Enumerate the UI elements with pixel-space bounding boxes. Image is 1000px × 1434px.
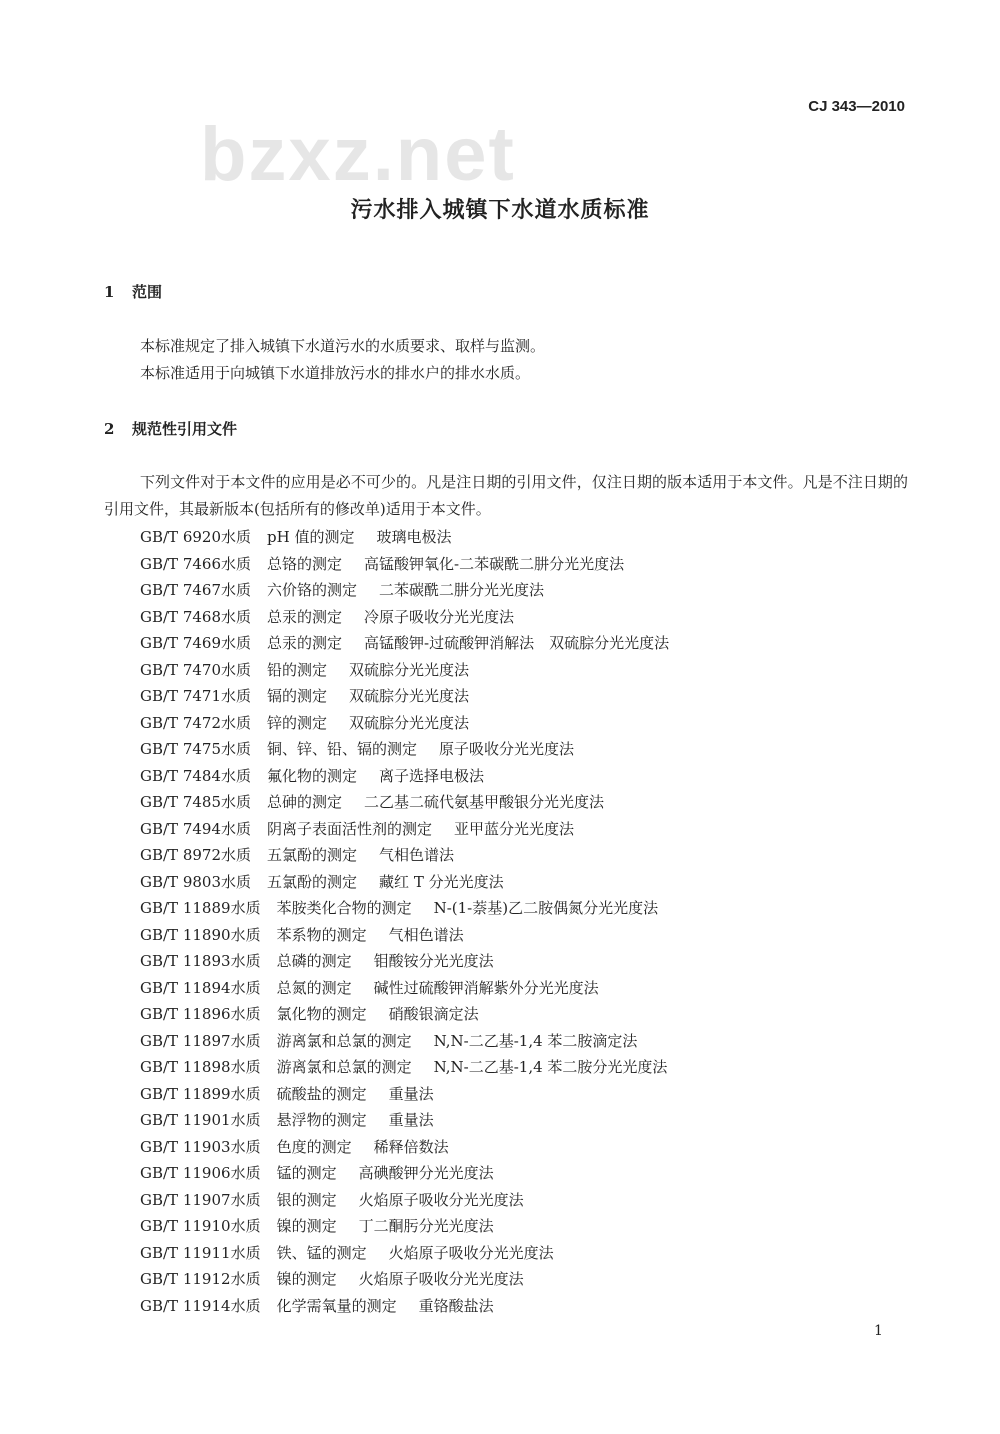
reference-code: GB/T 11901	[140, 1111, 231, 1129]
reference-category: 水质	[221, 793, 252, 811]
section-number: 2	[104, 420, 115, 438]
reference-method: N-(1-萘基)乙二胺偶氮分光光度法	[433, 899, 659, 917]
reference-code: GB/T 11912	[140, 1270, 231, 1288]
section-title: 范围	[132, 283, 163, 301]
reference-item-name: 锌的测定	[267, 713, 328, 732]
reference-category: 水质	[221, 819, 252, 838]
reference-item	[140, 1107, 669, 1134]
reference-category: 水质	[230, 899, 261, 917]
reference-item-name: 铁、锰的测定	[276, 1243, 367, 1262]
reference-item-name: 铜、锌、铅、镉的测定	[267, 740, 418, 758]
reference-item	[140, 1081, 669, 1108]
reference-item	[140, 524, 669, 551]
reference-category: 水质	[230, 1190, 261, 1209]
reference-method: 重量法	[388, 1084, 434, 1103]
reference-method: 丁二酮肟分光光度法	[358, 1217, 494, 1235]
reference-item	[140, 948, 669, 975]
reference-code: GB/T 11906	[140, 1164, 231, 1182]
reference-item	[140, 816, 669, 843]
section-heading-references	[104, 419, 237, 439]
reference-category: 水质	[230, 1243, 261, 1262]
reference-category: 水质	[230, 1217, 261, 1235]
reference-code: GB/T 11893	[140, 952, 231, 970]
reference-category: 水质	[230, 1296, 261, 1315]
reference-item	[140, 869, 669, 896]
reference-item-name: 游离氯和总氯的测定	[276, 1031, 412, 1050]
reference-code: GB/T 11896	[140, 1005, 231, 1023]
standard-code: CJ 343—2010	[808, 98, 905, 115]
reference-item	[140, 551, 669, 578]
reference-code: GB/T 7484	[140, 766, 222, 785]
reference-item	[140, 630, 669, 657]
reference-method: 离子选择电极法	[379, 766, 485, 785]
reference-category: 水质	[230, 952, 261, 970]
reference-category: 水质	[230, 1031, 261, 1050]
reference-category: 水质	[221, 687, 252, 705]
reference-item	[140, 1134, 669, 1161]
reference-category: 水质	[230, 925, 261, 944]
reference-list	[140, 524, 669, 1319]
reference-item	[140, 842, 669, 869]
reference-item-name: 悬浮物的测定	[276, 1111, 367, 1129]
reference-method: 碱性过硫酸钾消解紫外分光光度法	[373, 978, 599, 997]
reference-method: 高锰酸钾氧化-二苯碳酰二肼分光光度法	[364, 554, 625, 573]
reference-category: 水质	[230, 1270, 261, 1288]
reference-code: GB/T 8972	[140, 846, 222, 864]
reference-category: 水质	[221, 766, 252, 785]
reference-item-name: 阴离子表面活性剂的测定	[267, 819, 433, 838]
document-title: 污水排入城镇下水道水质标准	[350, 197, 650, 223]
reference-item	[140, 577, 669, 604]
section-scope-body	[104, 333, 908, 387]
reference-code: GB/T 11890	[140, 925, 231, 944]
reference-item-name: 六价铬的测定	[267, 581, 358, 599]
reference-category: 水质	[221, 713, 252, 732]
reference-code: GB/T 11903	[140, 1137, 231, 1156]
reference-code: GB/T 11907	[140, 1190, 231, 1209]
reference-code: GB/T 11889	[140, 899, 231, 917]
reference-method: 重铬酸盐法	[418, 1296, 494, 1315]
reference-item-name: 总氮的测定	[276, 978, 352, 997]
reference-item	[140, 1213, 669, 1240]
reference-item	[140, 1028, 669, 1055]
reference-item-name: 化学需氧量的测定	[276, 1296, 397, 1315]
reference-item-name: 总磷的测定	[276, 952, 352, 970]
reference-category: 水质	[221, 740, 252, 758]
reference-code: GB/T 9803	[140, 872, 222, 891]
reference-item-name: 锰的测定	[276, 1164, 337, 1182]
reference-method: N,N-二乙基-1,4 苯二胺滴定法	[433, 1031, 638, 1050]
reference-category: 水质	[221, 607, 252, 626]
reference-code: GB/T 7494	[140, 819, 222, 838]
reference-category: 水质	[230, 978, 261, 997]
reference-method: 玻璃电极法	[376, 528, 452, 546]
reference-code: GB/T 7475	[140, 740, 222, 758]
reference-method: 冷原子吸收分光光度法	[364, 607, 515, 626]
reference-item	[140, 1054, 669, 1081]
reference-code: GB/T 11914	[140, 1296, 231, 1315]
reference-category: 水质	[221, 528, 252, 546]
reference-category: 水质	[221, 872, 252, 891]
reference-method: N,N-二乙基-1,4 苯二胺分光光度法	[433, 1058, 668, 1076]
reference-method: 硝酸银滴定法	[388, 1005, 479, 1023]
reference-item-name: 镍的测定	[276, 1270, 337, 1288]
reference-method: 双硫腙分光光度法	[349, 660, 470, 679]
reference-method: 高锰酸钾-过硫酸钾消解法 双硫腙分光光度法	[364, 634, 670, 652]
reference-item-name: 色度的测定	[276, 1137, 352, 1156]
reference-item-name: 镍的测定	[276, 1217, 337, 1235]
reference-method: 稀释倍数法	[373, 1137, 449, 1156]
reference-item	[140, 710, 669, 737]
reference-method: 气相色谱法	[379, 846, 455, 864]
reference-category: 水质	[221, 846, 252, 864]
reference-item	[140, 789, 669, 816]
reference-category: 水质	[221, 554, 252, 573]
reference-code: GB/T 7469	[140, 634, 222, 652]
reference-item-name: 氯化物的测定	[276, 1005, 367, 1023]
reference-method: 藏红 T 分光光度法	[379, 872, 504, 891]
reference-item-name: 银的测定	[276, 1190, 337, 1209]
reference-method: 双硫腙分光光度法	[349, 713, 470, 732]
reference-item	[140, 1001, 669, 1028]
reference-item	[140, 1266, 669, 1293]
reference-item	[140, 1293, 669, 1320]
paragraph: 本标准适用于向城镇下水道排放污水的排水户的排水水质。	[140, 364, 531, 382]
reference-category: 水质	[221, 581, 252, 599]
reference-category: 水质	[221, 660, 252, 679]
section-references-intro: 下列文件对于本文件的应用是必不可少的。凡是注日期的引用文件，仅注日期的版本适用于本文件。凡是不注日期的引用文件，其最新版本(包括所有的修改单)适用于本文件。	[104, 473, 908, 518]
reference-method: 原子吸收分光光度法	[439, 740, 575, 758]
reference-method: 双硫腙分光光度法	[349, 687, 470, 705]
reference-item-name: 氟化物的测定	[267, 766, 358, 785]
reference-code: GB/T 11898	[140, 1058, 231, 1076]
reference-item-name: 五氯酚的测定	[267, 846, 358, 864]
reference-code: GB/T 7466	[140, 554, 222, 573]
reference-item-name: 镉的测定	[267, 687, 328, 705]
reference-item-name: 游离氯和总氯的测定	[276, 1058, 412, 1076]
watermark: bzxz.net	[200, 112, 516, 197]
reference-code: GB/T 7467	[140, 581, 222, 599]
reference-method: 二苯碳酰二肼分光光度法	[379, 581, 545, 599]
reference-category: 水质	[230, 1137, 261, 1156]
reference-method: 二乙基二硫代氨基甲酸银分光光度法	[364, 793, 605, 811]
reference-code: GB/T 7472	[140, 713, 222, 732]
reference-item-name: 五氯酚的测定	[267, 872, 358, 891]
reference-item	[140, 657, 669, 684]
reference-item	[140, 763, 669, 790]
reference-code: GB/T 7468	[140, 607, 222, 626]
reference-code: GB/T 11911	[140, 1243, 231, 1262]
reference-code: GB/T 11894	[140, 978, 231, 997]
reference-item-name: 总砷的测定	[267, 793, 343, 811]
reference-item-name: 总汞的测定	[267, 634, 343, 652]
reference-method: 亚甲蓝分光光度法	[454, 819, 575, 838]
reference-item	[140, 604, 669, 631]
reference-code: GB/T 6920	[140, 528, 222, 546]
reference-item-name: 总汞的测定	[267, 607, 343, 626]
reference-item	[140, 736, 669, 763]
reference-item-name: 苯系物的测定	[276, 925, 367, 944]
reference-method: 钼酸铵分光光度法	[373, 952, 494, 970]
section-number: 1	[104, 283, 115, 301]
reference-item	[140, 1187, 669, 1214]
reference-item	[140, 1240, 669, 1267]
reference-item	[140, 975, 669, 1002]
reference-code: GB/T 11899	[140, 1084, 231, 1103]
reference-code: GB/T 11897	[140, 1031, 231, 1050]
reference-method: 火焰原子吸收分光光度法	[358, 1270, 524, 1288]
reference-item	[140, 922, 669, 949]
reference-item	[140, 895, 669, 922]
reference-category: 水质	[230, 1084, 261, 1103]
page-number: 1	[874, 1323, 883, 1339]
reference-method: 重量法	[388, 1111, 434, 1129]
section-title: 规范性引用文件	[132, 420, 238, 438]
reference-item-name: pH 值的测定	[267, 528, 355, 546]
reference-category: 水质	[221, 634, 252, 652]
reference-item-name: 苯胺类化合物的测定	[276, 899, 412, 917]
reference-code: GB/T 7485	[140, 793, 222, 811]
reference-method: 高碘酸钾分光光度法	[358, 1164, 494, 1182]
reference-category: 水质	[230, 1005, 261, 1023]
reference-item-name: 铅的测定	[267, 660, 328, 679]
reference-method: 气相色谱法	[388, 925, 464, 944]
reference-category: 水质	[230, 1058, 261, 1076]
reference-item-name: 总铬的测定	[267, 554, 343, 573]
reference-item-name: 硫酸盐的测定	[276, 1084, 367, 1103]
reference-category: 水质	[230, 1164, 261, 1182]
paragraph: 本标准规定了排入城镇下水道污水的水质要求、取样与监测。	[140, 337, 546, 355]
reference-method: 火焰原子吸收分光光度法	[388, 1243, 554, 1262]
reference-category: 水质	[230, 1111, 261, 1129]
reference-code: GB/T 7470	[140, 660, 222, 679]
reference-code: GB/T 11910	[140, 1217, 231, 1235]
section-heading-scope	[104, 282, 162, 302]
reference-item	[140, 683, 669, 710]
reference-code: GB/T 7471	[140, 687, 222, 705]
reference-method: 火焰原子吸收分光光度法	[358, 1190, 524, 1209]
reference-item	[140, 1160, 669, 1187]
